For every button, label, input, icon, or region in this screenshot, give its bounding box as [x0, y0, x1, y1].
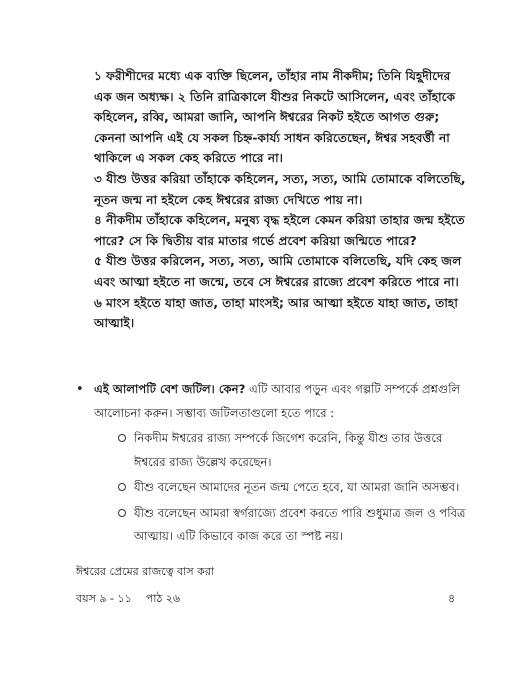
scripture-verses-5-6: ৫ যীশু উত্তর করিলেন, সত্য, সত্য, আমি তোমাকে বলিতেছি, যদি কেহ জল এবং আত্মা হইতে না জন্মে, তবে সে ঈশ্বরের রাজ্যে প্রবেশ করিতে পারে না। ৬ মাংস হইতে যাহা জাত, তাহা মাংসই; আর আত্মা হইতে যাহা জাত, তাহা আত্মাই। [94, 254, 462, 331]
discussion-section [76, 378, 476, 551]
discussion-lead: এই আলাপটি বেশ জটিল। কেন? [94, 382, 246, 396]
bullet-icon: • [76, 382, 84, 397]
circle-bullet-icon [118, 434, 134, 474]
list-item [76, 476, 476, 500]
discussion-bullet [76, 378, 476, 425]
list-item-text: যীশু বলেছেন আমরা স্বর্গরাজ্যে প্রবেশ করতে পারি শুধুমাত্র জল ও পবিত্র আত্মায়। এটি কিভাবে কাজ করে তা স্পষ্ট নয়। [134, 505, 466, 543]
scripture-passage [94, 66, 470, 334]
footer-age-lesson: বয়স ৯ - ১১ পাঠ ২৬ [76, 592, 181, 605]
scripture-verse-4: ৪ নীকদীম তাঁহাকে কহিলেন, মনুষ্য বৃদ্ধ হইলে কেমন করিয়া তাহার জন্ম হইতে পারে? সে কি দ্বিতীয় বার মাতার গর্ভে প্রবেশ করিয়া জন্মিতে পারে? [94, 213, 465, 248]
circle-bullet-icon [118, 509, 134, 549]
list-item-text: যীশু বলেছেন আমাদের নূতন জন্ম পেতে হবে, যা আমরা জানি অসম্ভব। [134, 480, 460, 494]
list-item [76, 502, 476, 549]
circle-bullet-icon [118, 483, 134, 500]
complexity-list [76, 427, 476, 549]
discussion-prompt [94, 378, 476, 425]
scripture-verse-3: ৩ যীশু উত্তর করিয়া তাঁহাকে কহিলেন, সত্য, সত্য, আমি তোমাকে বলিতেছি, নূতন জন্ম না হইলে কেহ ঈশ্বরের রাজ্য দেখিতে পায় না। [94, 171, 466, 207]
list-item [76, 427, 476, 474]
scripture-verses-1-2: ১ ফরীশীদের মধ্যে এক ব্যক্তি ছিলেন, তাঁহার নাম নীকদীম; তিনি যিহূদীদের এক জন অধ্যক্ষ। ২ তিনি রাত্রিকালে যীশুর নিকটে আসিলেন, এবং তাঁহাকে কহিলেন, রব্বি, আমরা জানি, আপনি ঈশ্বরের নিকট হইতে আগত গুরু; কেননা আপনি এই যে সকল চিহ্ন-কার্য্য সাধন করিতেছেন, ঈশ্বর সহবর্ত্তী না থাকিলে এ সকল কেহ করিতে পারে না। [94, 69, 456, 166]
footer-title: ঈশ্বরের প্রেমের রাজত্বে বাস করা [76, 565, 215, 578]
list-item-text: নিকদীম ঈশ্বরের রাজ্য সম্পর্কে জিগেশ করেনি, কিন্তু যীশু তার উত্তরে ঈশ্বরের রাজ্য উল্লেখ করেছেন। [134, 431, 443, 469]
page-number: ৪ [448, 592, 456, 605]
discussion-instruction: এটি আবার পড়ুন এবং গল্পটি সম্পর্কে প্রশ্নগুলি আলোচনা করুন। সম্ভাব্য জটিলতাগুলো হতে পারে : [94, 382, 461, 420]
